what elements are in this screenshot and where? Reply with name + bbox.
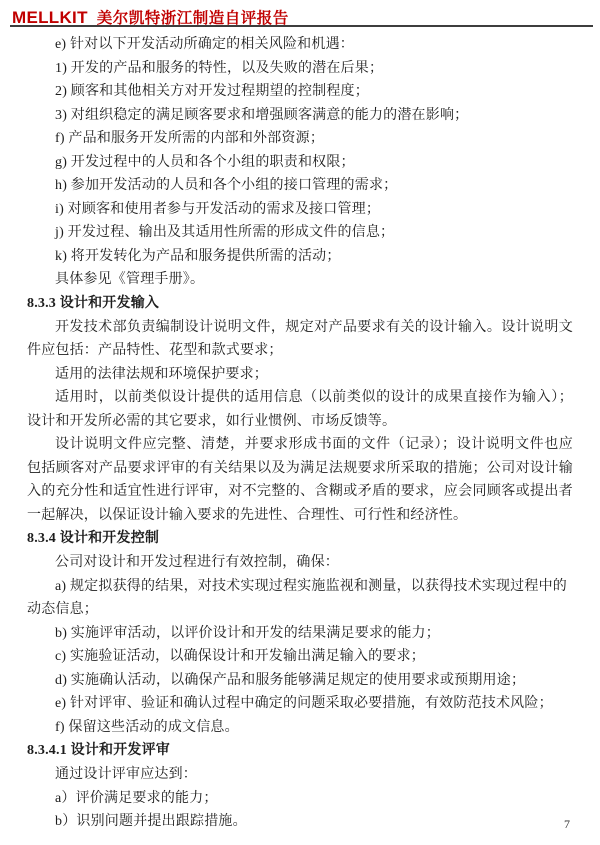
content-line: k) 将开发转化为产品和服务提供所需的活动； xyxy=(55,248,341,264)
content-line: e) 针对评审、验证和确认过程中确定的问题采取必要措施，有效防范技术风险； xyxy=(55,696,553,712)
content-line: g) 开发过程中的人员和各个小组的职责和权限； xyxy=(55,154,355,170)
section-heading: 8.3.4.1 设计和开发评审 xyxy=(27,743,170,759)
content-line: b）识别问题并提出跟踪措施。 xyxy=(55,814,247,830)
content-line: f) 保留这些活动的成文信息。 xyxy=(55,719,239,735)
content-line: 设计说明文件应完整、清楚，并要求形成书面的文件（记录）；设计说明文件也应包括顾客对产品要求评审的有关结果以及为满足法规要求所采取的措施；公司对设计输入的充分性和适宜性进行评审，对不完整的、含糊或矛盾的要求，应会同顾客或提出者一起解决，以保证设计输入要求的先进性、合理性、可行性和经济性。 xyxy=(27,437,573,523)
page-number: 7 xyxy=(564,817,570,831)
content-line: i) 对顾客和使用者参与开发活动的需求及接口管理； xyxy=(55,201,381,217)
page-header xyxy=(0,0,600,28)
content-line: c) 实施验证活动，以确保设计和开发输出满足输入的要求； xyxy=(55,649,425,665)
content-line: 公司对设计和开发过程进行有效控制，确保： xyxy=(55,555,339,571)
section-heading: 8.3.3 设计和开发输入 xyxy=(27,296,160,312)
content-line: j) 开发过程、输出及其适用性所需的形成文件的信息； xyxy=(55,225,395,241)
content-line: 通过设计评审应达到： xyxy=(55,766,197,782)
brand-logo: MELLKIT xyxy=(12,8,88,27)
section-heading: 8.3.4 设计和开发控制 xyxy=(27,531,160,547)
content-line: a) 规定拟获得的结果，对技术实现过程实施监视和测量，以获得技术实现过程中的动态信息； xyxy=(27,578,567,618)
content-line: 3) 对组织稳定的满足顾客要求和增强顾客满意的能力的潜在影响； xyxy=(55,107,469,123)
content-line: b) 实施评审活动，以评价设计和开发的结果满足要求的能力； xyxy=(55,625,440,641)
content-line: e) 针对以下开发活动所确定的相关风险和机遇： xyxy=(55,37,354,52)
content-line: 具体参见《管理手册》。 xyxy=(55,272,205,288)
content-line: 1) 开发的产品和服务的特性，以及失败的潜在后果； xyxy=(55,60,384,76)
header-title: 美尔凯特浙江制造自评报告 xyxy=(96,10,289,27)
content-line: 适用的法律法规和环境保护要求； xyxy=(55,366,268,382)
content-line: f) 产品和服务开发所需的内部和外部资源； xyxy=(55,131,325,147)
content-line: h) 参加开发活动的人员和各个小组的接口管理的需求； xyxy=(55,178,398,194)
content-line: 2) 顾客和其他相关方对开发过程期望的控制程度； xyxy=(55,84,369,100)
header-divider xyxy=(10,25,593,27)
content-line: 适用时，以前类似设计提供的适用信息（以前类似的设计的成果直接作为输入）；设计和开发所必需的其它要求，如行业惯例、市场反馈等。 xyxy=(27,390,573,429)
content-line: d) 实施确认活动，以确保产品和服务能够满足规定的使用要求或预期用途； xyxy=(55,672,526,688)
document-content xyxy=(27,33,573,834)
content-line: 开发技术部负责编制设计说明文件，规定对产品要求有关的设计输入。设计说明文件应包括：产品特性、花型和款式要求； xyxy=(27,319,573,359)
content-line: a）评价满足要求的能力； xyxy=(55,790,218,806)
